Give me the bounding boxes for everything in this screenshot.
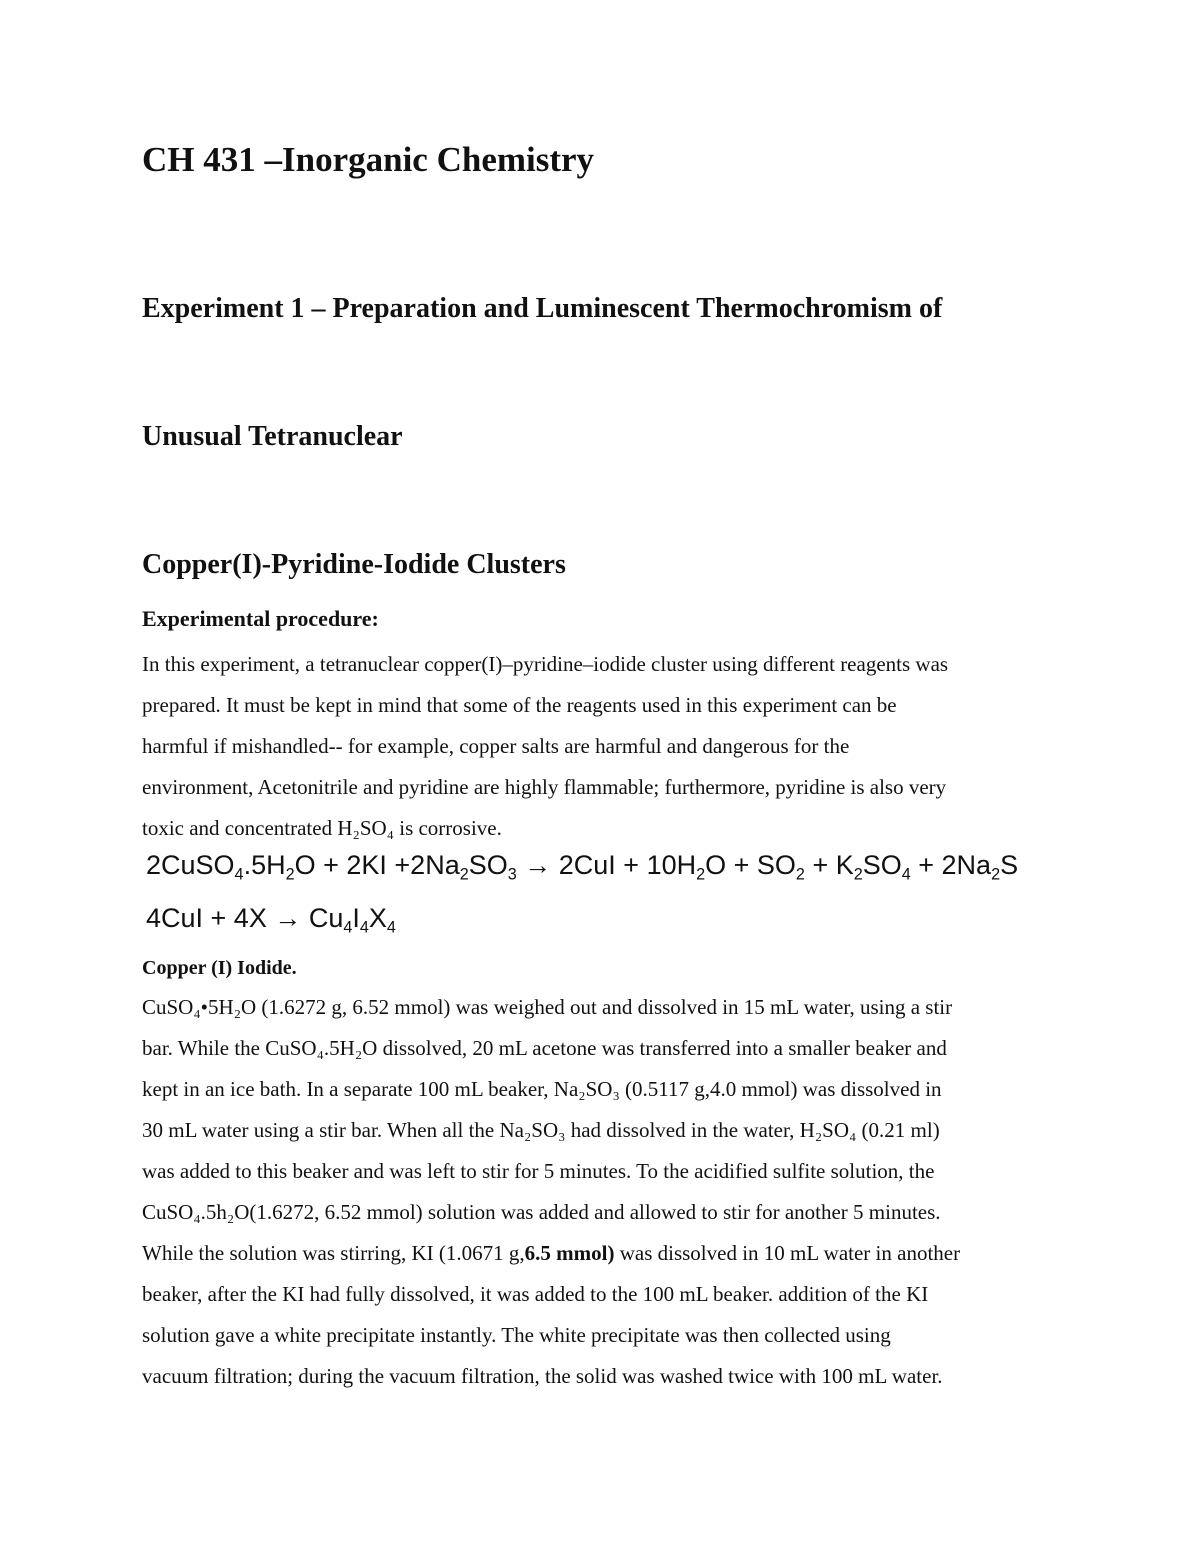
paragraph-line: environment, Acetonitrile and pyridine are highly flammable; furthermore, pyridine is also very [142,775,947,799]
copper-iodide-paragraph [142,987,1072,1397]
paragraph-line: was added to this beaker and was left to stir for 5 minutes. To the acidified sulfite solution, the [142,1159,935,1183]
paragraph-line: In this experiment, a tetranuclear copper(I)–pyridine–iodide cluster using different reagents was [142,652,949,676]
paragraph-line: CuSO₄•5H₂O (1.6272 g, 6.52 mmol) was weighed out and dissolved in 15 mL water, using a stir [142,995,953,1019]
paragraph-line: prepared. It must be kept in mind that some of the reagents used in this experiment can be [142,693,897,717]
procedure-intro-paragraph [142,644,1072,849]
line-text: was dissolved in 10 mL water in another [614,1241,961,1265]
paragraph-line: CuSO₄.5h₂O(1.6272, 6.52 mmol) solution was added and allowed to stir for another 5 minutes. [142,1200,941,1224]
experiment-title-line-1: Experiment 1 – Preparation and Luminescent Thermochromism of [142,293,943,324]
course-title: CH 431 –Inorganic Chemistry [142,140,595,179]
experiment-title-line-3: Copper(I)-Pyridine-Iodide Clusters [142,549,566,580]
paragraph-line: bar. While the CuSO₄.5H₂O dissolved, 20 mL acetone was transferred into a smaller beaker and [142,1036,947,1060]
experiment-title-line-2: Unusual Tetranuclear [142,421,403,452]
paragraph-line: toxic and concentrated H₂SO₄ is corrosive. [142,816,502,840]
paragraph-line: solution gave a white precipitate instantly. The white precipitate was then collected using [142,1323,891,1347]
reaction-equation-1 [146,850,1058,894]
paragraph-line: 30 mL water using a stir bar. When all the Na₂SO₃ had dissolved in the water, H₂SO₄ (0.21 ml) [142,1118,940,1142]
reaction-equation-2-text: $4CuI + 4X \to Cu_4I_4X_4$ [146,903,396,937]
bold-amount: 6.5 mmol) [524,1241,615,1265]
copper-iodide-heading: Copper (I) Iodide. [142,957,297,979]
paragraph-line: vacuum filtration; during the vacuum filtration, the solid was washed twice with 100 mL water. [142,1364,943,1388]
reaction-equation-2 [146,903,1058,947]
procedure-heading: Experimental procedure: [142,606,379,631]
paragraph-line [142,1233,1072,1274]
paragraph-line: harmful if mishandled-- for example, copper salts are harmful and dangerous for the [142,734,850,758]
line-text: While the solution was stirring, KI (1.0671 g, [142,1241,525,1265]
paragraph-line: kept in an ice bath. In a separate 100 mL beaker, Na₂SO₃ (0.5117 g,4.0 mmol) was dissolved in [142,1077,942,1101]
reaction-equation-1-text: $2CuSO_4.5H_2O + 2KI +2Na_2SO_3 \to 2CuI + 10H_2O + SO_2 + K_2SO_4 + 2Na_2S$ [146,850,1019,884]
paragraph-line: beaker, after the KI had fully dissolved, it was added to the 100 mL beaker. addition of the KI [142,1282,929,1306]
